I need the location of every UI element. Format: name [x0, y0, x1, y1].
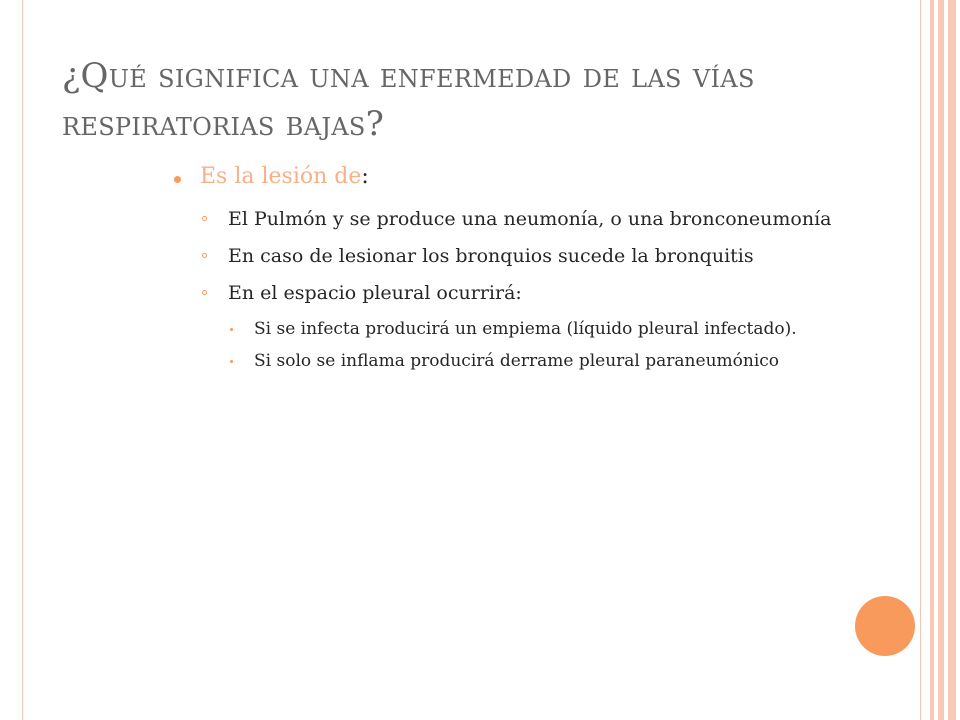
- ring-bullet-icon: [202, 290, 207, 295]
- ring-bullet-icon: [202, 216, 207, 221]
- sub-list-item-text: Si se infecta producirá un empiema (líquido pleural infectado).: [254, 319, 797, 339]
- list-item: [200, 280, 850, 306]
- sub-list-item: [228, 349, 850, 373]
- list-item-text: El Pulmón y se produce una neumonía, o una bronconeumonía: [228, 208, 832, 230]
- decor-stripe-3: [948, 0, 956, 720]
- slide-title: ¿Qué significa una enfermedad de las vías respiratorias bajas?: [62, 56, 755, 144]
- decor-stripe-1: [930, 0, 934, 720]
- decor-stripe-2: [938, 0, 944, 720]
- list-item-text: En el espacio pleural ocurrirá:: [228, 282, 522, 304]
- heading-accent-text: Es la lesión de: [200, 164, 362, 189]
- slide-body: [170, 162, 850, 381]
- decor-circle: [855, 596, 915, 656]
- small-dot-bullet-icon: [230, 360, 233, 363]
- bullet-heading: [170, 162, 850, 192]
- list-item: [200, 243, 850, 269]
- list-item-text: En caso de lesionar los bronquios sucede la bronquitis: [228, 245, 754, 267]
- sub-list-item-text: Si solo se inflama producirá derrame pleural paraneumónico: [254, 351, 780, 371]
- small-dot-bullet-icon: [230, 328, 233, 331]
- sub-list-item: [228, 317, 850, 341]
- bullet-dot-icon: [174, 176, 181, 183]
- list-item: [200, 206, 850, 232]
- ring-bullet-icon: [202, 253, 207, 258]
- heading-suffix: :: [361, 164, 369, 189]
